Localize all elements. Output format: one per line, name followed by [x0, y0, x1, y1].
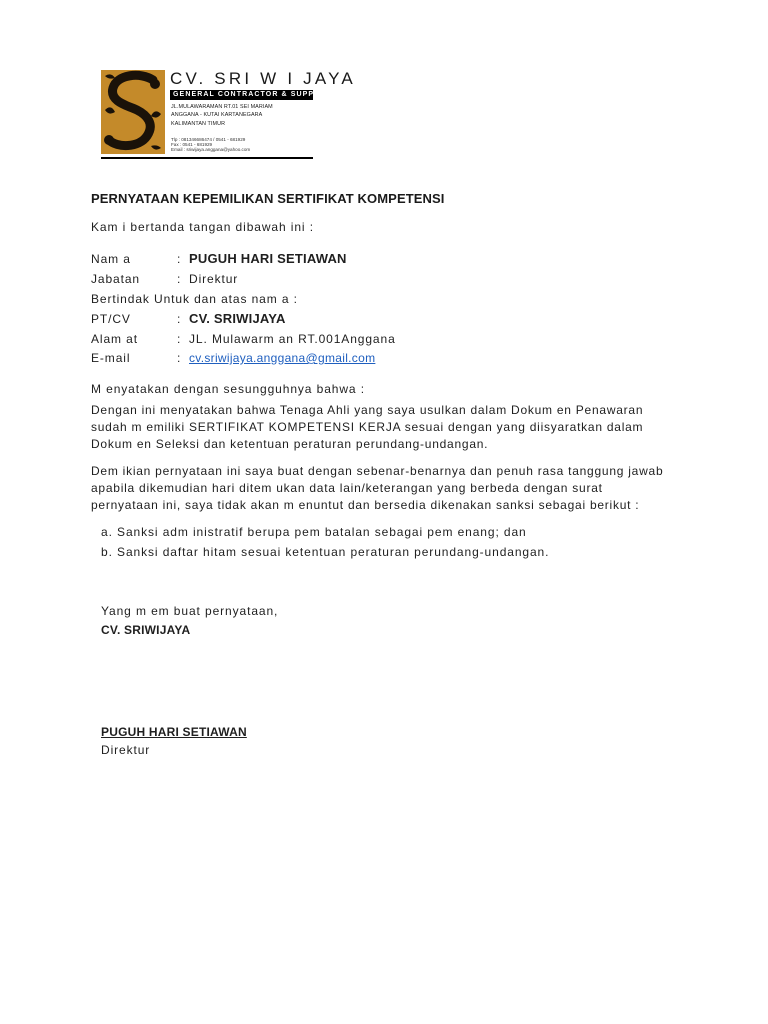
signatory-name: PUGUH HARI SETIAWAN [101, 725, 247, 739]
field-label: PT/CV [91, 312, 131, 326]
email-link[interactable]: cv.sriwijaya.anggana@gmail.com [189, 351, 376, 365]
address-line: ANGGANA - KUTAI KARTANEGARA [171, 112, 263, 119]
field-colon: : [177, 332, 182, 346]
field-colon: : [177, 252, 182, 266]
sanction-item: a. Sanksi adm inistratif berupa pem batalan sebagai pem enang; dan [101, 525, 527, 539]
company-name: CV. SRI W I JAYA [170, 69, 356, 88]
paragraph-line: Dem ikian pernyataan ini saya buat dengan sebenar-benarnya dan penuh rasa tanggung jawab [91, 464, 664, 478]
field-label: Jabatan [91, 272, 141, 286]
company-contact [171, 137, 250, 152]
sanction-item: b. Sanksi daftar hitam sesuai ketentuan peraturan perundang-undangan. [101, 545, 550, 559]
field-email [91, 349, 375, 367]
field-ptcv [91, 310, 286, 328]
address-line: KALIMANTAN TIMUR [171, 120, 226, 127]
company-address [171, 103, 273, 128]
signatory-position: Direktur [101, 743, 151, 757]
closing-paragraph [91, 463, 691, 514]
intro-text: Kam i bertanda tangan dibawah ini : [91, 220, 314, 234]
field-value: CV. SRIWIJAYA [189, 311, 286, 326]
paragraph-line: sudah m emiliki SERTIFIKAT KOMPETENSI KERJA sesuai dengan yang diisyaratkan dalam [91, 420, 644, 434]
statement-paragraph [91, 402, 691, 453]
signature-intro: Yang m em buat pernyataan, [101, 604, 279, 618]
contact-line: Tlp : 081346686474 / 0541 - 681929 [171, 137, 246, 142]
paragraph-line: pernyataan ini, saya tidak akan m enuntut dan bersedia dikenakan sanksi sebagai berikut : [91, 498, 640, 512]
field-colon: : [177, 272, 182, 286]
paragraph-line: Dengan ini menyatakan bahwa Tenaga Ahli yang saya usulkan dalam Dokum en Penawaran [91, 403, 644, 417]
paragraph-line: Dokum en Seleksi dan ketentuan peraturan perundang-undangan. [91, 437, 489, 451]
company-tagline: GENERAL CONTRACTOR & SUPPLIER [170, 90, 313, 100]
field-label: Nam a [91, 252, 131, 266]
field-value: Direktur [189, 272, 239, 286]
field-nama [91, 250, 347, 268]
field-jabatan [91, 270, 238, 288]
company-logo [101, 70, 165, 154]
document-title: PERNYATAAN KEPEMILIKAN SERTIFIKAT KOMPETENSI [91, 191, 445, 206]
field-colon: : [177, 312, 182, 326]
paragraph-line: apabila dikemudian hari ditem ukan data lain/keterangan yang berbeda dengan surat [91, 481, 603, 495]
field-colon: : [177, 351, 182, 365]
contact-line: Fax : 0541 - 681929 [171, 142, 213, 147]
statement-intro: M enyatakan dengan sesungguhnya bahwa : [91, 382, 365, 396]
field-label: Alam at [91, 332, 138, 346]
field-value: PUGUH HARI SETIAWAN [189, 251, 347, 266]
address-line: JL.MULAWARAMAN RT.01 SEI MARIAM [171, 104, 273, 110]
signature-company: CV. SRIWIJAYA [101, 623, 191, 637]
field-label: E-mail [91, 351, 131, 365]
field-value: JL. Mulawarm an RT.001Anggana [189, 332, 396, 346]
contact-line: Email : sriwijaya.anggana@yahoo.com [171, 147, 251, 152]
field-alamat [91, 330, 396, 348]
header-divider [101, 157, 313, 159]
bertindak-text: Bertindak Untuk dan atas nam a : [91, 292, 298, 306]
